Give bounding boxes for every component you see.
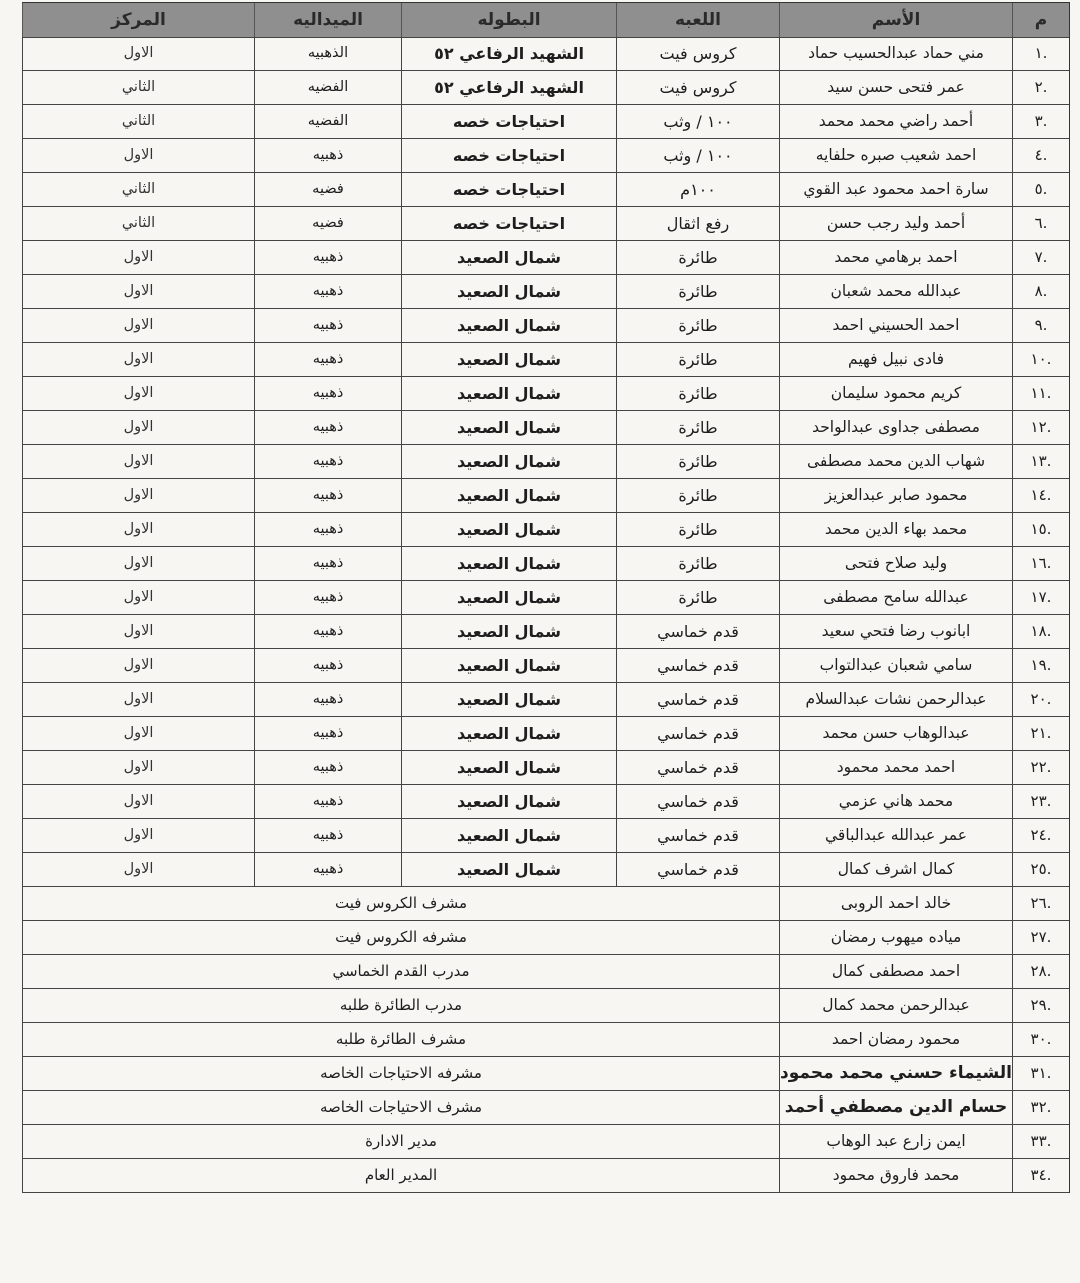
- sport-cell: قدم خماسي: [616, 819, 779, 853]
- athlete-name: وليد صلاح فتحى: [779, 547, 1012, 581]
- championship-cell: شمال الصعيد: [401, 411, 616, 445]
- championship-cell: شمال الصعيد: [401, 785, 616, 819]
- staff-name: محمود رمضان احمد: [779, 1023, 1012, 1057]
- place-cell: الاول: [22, 139, 254, 173]
- row-number: .٢٠: [1012, 683, 1069, 717]
- place-cell: الاول: [22, 513, 254, 547]
- championship-cell: شمال الصعيد: [401, 717, 616, 751]
- row-number: .٢٥: [1012, 853, 1069, 887]
- sport-cell: قدم خماسي: [616, 751, 779, 785]
- row-number: .٢٤: [1012, 819, 1069, 853]
- medal-cell: فضيه: [254, 207, 401, 241]
- athlete-name: عمر عبدالله عبدالباقي: [779, 819, 1012, 853]
- athlete-name: كريم محمود سليمان: [779, 377, 1012, 411]
- medal-cell: ذهبيه: [254, 513, 401, 547]
- medal-cell: ذهبيه: [254, 717, 401, 751]
- medal-cell: ذهبيه: [254, 615, 401, 649]
- medal-cell: ذهبيه: [254, 649, 401, 683]
- medal-cell: ذهبيه: [254, 547, 401, 581]
- place-cell: الاول: [22, 649, 254, 683]
- place-cell: الاول: [22, 377, 254, 411]
- medal-cell: ذهبيه: [254, 241, 401, 275]
- row-number: .١٩: [1012, 649, 1069, 683]
- staff-role: مشرف الكروس فيت: [22, 887, 779, 921]
- row-number: .٦: [1012, 207, 1069, 241]
- staff-role: مشرف الطائرة طلبه: [22, 1023, 779, 1057]
- staff-role: مدرب القدم الخماسي: [22, 955, 779, 989]
- athlete-name: شهاب الدين محمد مصطفى: [779, 445, 1012, 479]
- row-number: .٥: [1012, 173, 1069, 207]
- place-cell: الاول: [22, 751, 254, 785]
- row-number: .١٤: [1012, 479, 1069, 513]
- row-number: .١: [1012, 37, 1069, 71]
- athlete-name: عبدالوهاب حسن محمد: [779, 717, 1012, 751]
- place-cell: الثاني: [22, 173, 254, 207]
- place-cell: الثاني: [22, 105, 254, 139]
- medal-cell: الفضيه: [254, 71, 401, 105]
- medal-cell: ذهبيه: [254, 343, 401, 377]
- athlete-name: احمد محمد محمود: [779, 751, 1012, 785]
- championship-cell: شمال الصعيد: [401, 377, 616, 411]
- championship-cell: شمال الصعيد: [401, 683, 616, 717]
- championship-cell: شمال الصعيد: [401, 615, 616, 649]
- medal-cell: ذهبيه: [254, 785, 401, 819]
- athlete-name: عمر فتحى حسن سيد: [779, 71, 1012, 105]
- row-number: .٨: [1012, 275, 1069, 309]
- championship-cell: احتياجات خصه: [401, 105, 616, 139]
- staff-role: مشرفه الاحتياجات الخاصه: [22, 1057, 779, 1091]
- header-sport: اللعبه: [616, 3, 779, 38]
- row-number: .٢٢: [1012, 751, 1069, 785]
- medal-cell: الذهبيه: [254, 37, 401, 71]
- championship-cell: شمال الصعيد: [401, 513, 616, 547]
- place-cell: الاول: [22, 853, 254, 887]
- medal-cell: ذهبيه: [254, 309, 401, 343]
- place-cell: الثاني: [22, 71, 254, 105]
- place-cell: الاول: [22, 309, 254, 343]
- row-number: .١٠: [1012, 343, 1069, 377]
- place-cell: الثاني: [22, 207, 254, 241]
- championship-cell: شمال الصعيد: [401, 275, 616, 309]
- header-championship: البطوله: [401, 3, 616, 38]
- header-num: م: [1012, 3, 1069, 38]
- sport-cell: طائرة: [616, 479, 779, 513]
- row-number: .٢٩: [1012, 989, 1069, 1023]
- place-cell: الاول: [22, 445, 254, 479]
- row-number: .٢٦: [1012, 887, 1069, 921]
- row-number: .٣٠: [1012, 1023, 1069, 1057]
- header-name: الأسم: [779, 3, 1012, 38]
- athlete-name: أحمد وليد رجب حسن: [779, 207, 1012, 241]
- championship-cell: الشهيد الرفاعي ٥٢: [401, 37, 616, 71]
- sport-cell: قدم خماسي: [616, 615, 779, 649]
- row-number: .٣٣: [1012, 1125, 1069, 1159]
- medal-cell: ذهبيه: [254, 581, 401, 615]
- sport-cell: قدم خماسي: [616, 649, 779, 683]
- sport-cell: ١٠٠م: [616, 173, 779, 207]
- sport-cell: طائرة: [616, 445, 779, 479]
- championship-cell: شمال الصعيد: [401, 547, 616, 581]
- sport-cell: قدم خماسي: [616, 683, 779, 717]
- place-cell: الاول: [22, 241, 254, 275]
- medal-cell: ذهبيه: [254, 445, 401, 479]
- staff-role: مشرفه الكروس فيت: [22, 921, 779, 955]
- sport-cell: قدم خماسي: [616, 785, 779, 819]
- sport-cell: طائرة: [616, 411, 779, 445]
- place-cell: الاول: [22, 411, 254, 445]
- staff-name: عبدالرحمن محمد كمال: [779, 989, 1012, 1023]
- place-cell: الاول: [22, 547, 254, 581]
- sport-cell: طائرة: [616, 513, 779, 547]
- sport-cell: طائرة: [616, 309, 779, 343]
- athlete-name: احمد الحسيني احمد: [779, 309, 1012, 343]
- championship-cell: شمال الصعيد: [401, 241, 616, 275]
- row-number: .٣٢: [1012, 1091, 1069, 1125]
- header-place: المركز: [22, 3, 254, 38]
- sport-cell: طائرة: [616, 581, 779, 615]
- header-medal: الميداليه: [254, 3, 401, 38]
- championship-cell: شمال الصعيد: [401, 309, 616, 343]
- medal-cell: ذهبيه: [254, 139, 401, 173]
- athlete-name: محمود صابر عبدالعزيز: [779, 479, 1012, 513]
- athlete-name: عبدالرحمن نشات عبدالسلام: [779, 683, 1012, 717]
- sport-cell: كروس فيت: [616, 37, 779, 71]
- sport-cell: طائرة: [616, 377, 779, 411]
- staff-name: حسام الدين مصطفي أحمد: [779, 1091, 1012, 1125]
- championship-cell: شمال الصعيد: [401, 819, 616, 853]
- sport-cell: قدم خماسي: [616, 853, 779, 887]
- results-table: [22, 2, 1070, 1193]
- championship-cell: احتياجات خصه: [401, 139, 616, 173]
- staff-name: الشيماء حسني محمد محمود: [779, 1057, 1012, 1091]
- athlete-name: ابانوب رضا فتحي سعيد: [779, 615, 1012, 649]
- row-number: .١٢: [1012, 411, 1069, 445]
- medal-cell: ذهبيه: [254, 377, 401, 411]
- championship-cell: الشهيد الرفاعي ٥٢: [401, 71, 616, 105]
- championship-cell: شمال الصعيد: [401, 479, 616, 513]
- athlete-name: عبدالله محمد شعبان: [779, 275, 1012, 309]
- athlete-name: كمال اشرف كمال: [779, 853, 1012, 887]
- row-number: .١٥: [1012, 513, 1069, 547]
- athlete-name: سامي شعبان عبدالتواب: [779, 649, 1012, 683]
- row-number: .٢: [1012, 71, 1069, 105]
- place-cell: الاول: [22, 819, 254, 853]
- row-number: .٣١: [1012, 1057, 1069, 1091]
- championship-cell: احتياجات خصه: [401, 207, 616, 241]
- athlete-name: احمد شعيب صبره حلفايه: [779, 139, 1012, 173]
- medal-cell: ذهبيه: [254, 683, 401, 717]
- championship-cell: شمال الصعيد: [401, 751, 616, 785]
- sport-cell: ١٠٠ / وثب: [616, 105, 779, 139]
- place-cell: الاول: [22, 343, 254, 377]
- medal-cell: الفضيه: [254, 105, 401, 139]
- championship-cell: شمال الصعيد: [401, 649, 616, 683]
- place-cell: الاول: [22, 479, 254, 513]
- athlete-name: مصطفى جداوى عبدالواحد: [779, 411, 1012, 445]
- sport-cell: طائرة: [616, 343, 779, 377]
- place-cell: الاول: [22, 581, 254, 615]
- medal-cell: ذهبيه: [254, 479, 401, 513]
- sport-cell: ١٠٠ / وثب: [616, 139, 779, 173]
- athlete-name: محمد بهاء الدين محمد: [779, 513, 1012, 547]
- row-number: .٢١: [1012, 717, 1069, 751]
- sport-cell: رفع اثقال: [616, 207, 779, 241]
- row-number: .٣: [1012, 105, 1069, 139]
- athlete-name: عبدالله سامح مصطفى: [779, 581, 1012, 615]
- sport-cell: قدم خماسي: [616, 717, 779, 751]
- staff-role: مدير الادارة: [22, 1125, 779, 1159]
- staff-name: خالد احمد الروبى: [779, 887, 1012, 921]
- medal-cell: ذهبيه: [254, 853, 401, 887]
- championship-cell: احتياجات خصه: [401, 173, 616, 207]
- place-cell: الاول: [22, 683, 254, 717]
- row-number: .١٧: [1012, 581, 1069, 615]
- athlete-name: مني حماد عبدالحسيب حماد: [779, 37, 1012, 71]
- athlete-name: أحمد راضي محمد محمد: [779, 105, 1012, 139]
- championship-cell: شمال الصعيد: [401, 853, 616, 887]
- championship-cell: شمال الصعيد: [401, 581, 616, 615]
- row-number: .١٣: [1012, 445, 1069, 479]
- sport-cell: طائرة: [616, 275, 779, 309]
- row-number: .٣٤: [1012, 1159, 1069, 1193]
- place-cell: الاول: [22, 37, 254, 71]
- athlete-name: محمد هاني عزمي: [779, 785, 1012, 819]
- staff-name: مياده ميهوب رمضان: [779, 921, 1012, 955]
- row-number: .١٦: [1012, 547, 1069, 581]
- medal-cell: فضيه: [254, 173, 401, 207]
- row-number: .٤: [1012, 139, 1069, 173]
- document-sheet: [22, 2, 1070, 1280]
- staff-name: احمد مصطفى كمال: [779, 955, 1012, 989]
- championship-cell: شمال الصعيد: [401, 343, 616, 377]
- row-number: .٢٧: [1012, 921, 1069, 955]
- place-cell: الاول: [22, 275, 254, 309]
- sport-cell: كروس فيت: [616, 71, 779, 105]
- athlete-name: فادى نبيل فهيم: [779, 343, 1012, 377]
- sport-cell: طائرة: [616, 547, 779, 581]
- row-number: .١١: [1012, 377, 1069, 411]
- row-number: .٩: [1012, 309, 1069, 343]
- athlete-name: احمد برهامي محمد: [779, 241, 1012, 275]
- staff-name: محمد فاروق محمود: [779, 1159, 1012, 1193]
- championship-cell: شمال الصعيد: [401, 445, 616, 479]
- row-number: .١٨: [1012, 615, 1069, 649]
- staff-role: المدير العام: [22, 1159, 779, 1193]
- row-number: .٢٨: [1012, 955, 1069, 989]
- place-cell: الاول: [22, 615, 254, 649]
- sport-cell: طائرة: [616, 241, 779, 275]
- medal-cell: ذهبيه: [254, 411, 401, 445]
- place-cell: الاول: [22, 785, 254, 819]
- athlete-name: سارة احمد محمود عبد القوي: [779, 173, 1012, 207]
- place-cell: الاول: [22, 717, 254, 751]
- medal-cell: ذهبيه: [254, 751, 401, 785]
- staff-role: مدرب الطائرة طلبه: [22, 989, 779, 1023]
- row-number: .٧: [1012, 241, 1069, 275]
- staff-role: مشرف الاحتياجات الخاصه: [22, 1091, 779, 1125]
- medal-cell: ذهبيه: [254, 275, 401, 309]
- row-number: .٢٣: [1012, 785, 1069, 819]
- staff-name: ايمن زارع عبد الوهاب: [779, 1125, 1012, 1159]
- medal-cell: ذهبيه: [254, 819, 401, 853]
